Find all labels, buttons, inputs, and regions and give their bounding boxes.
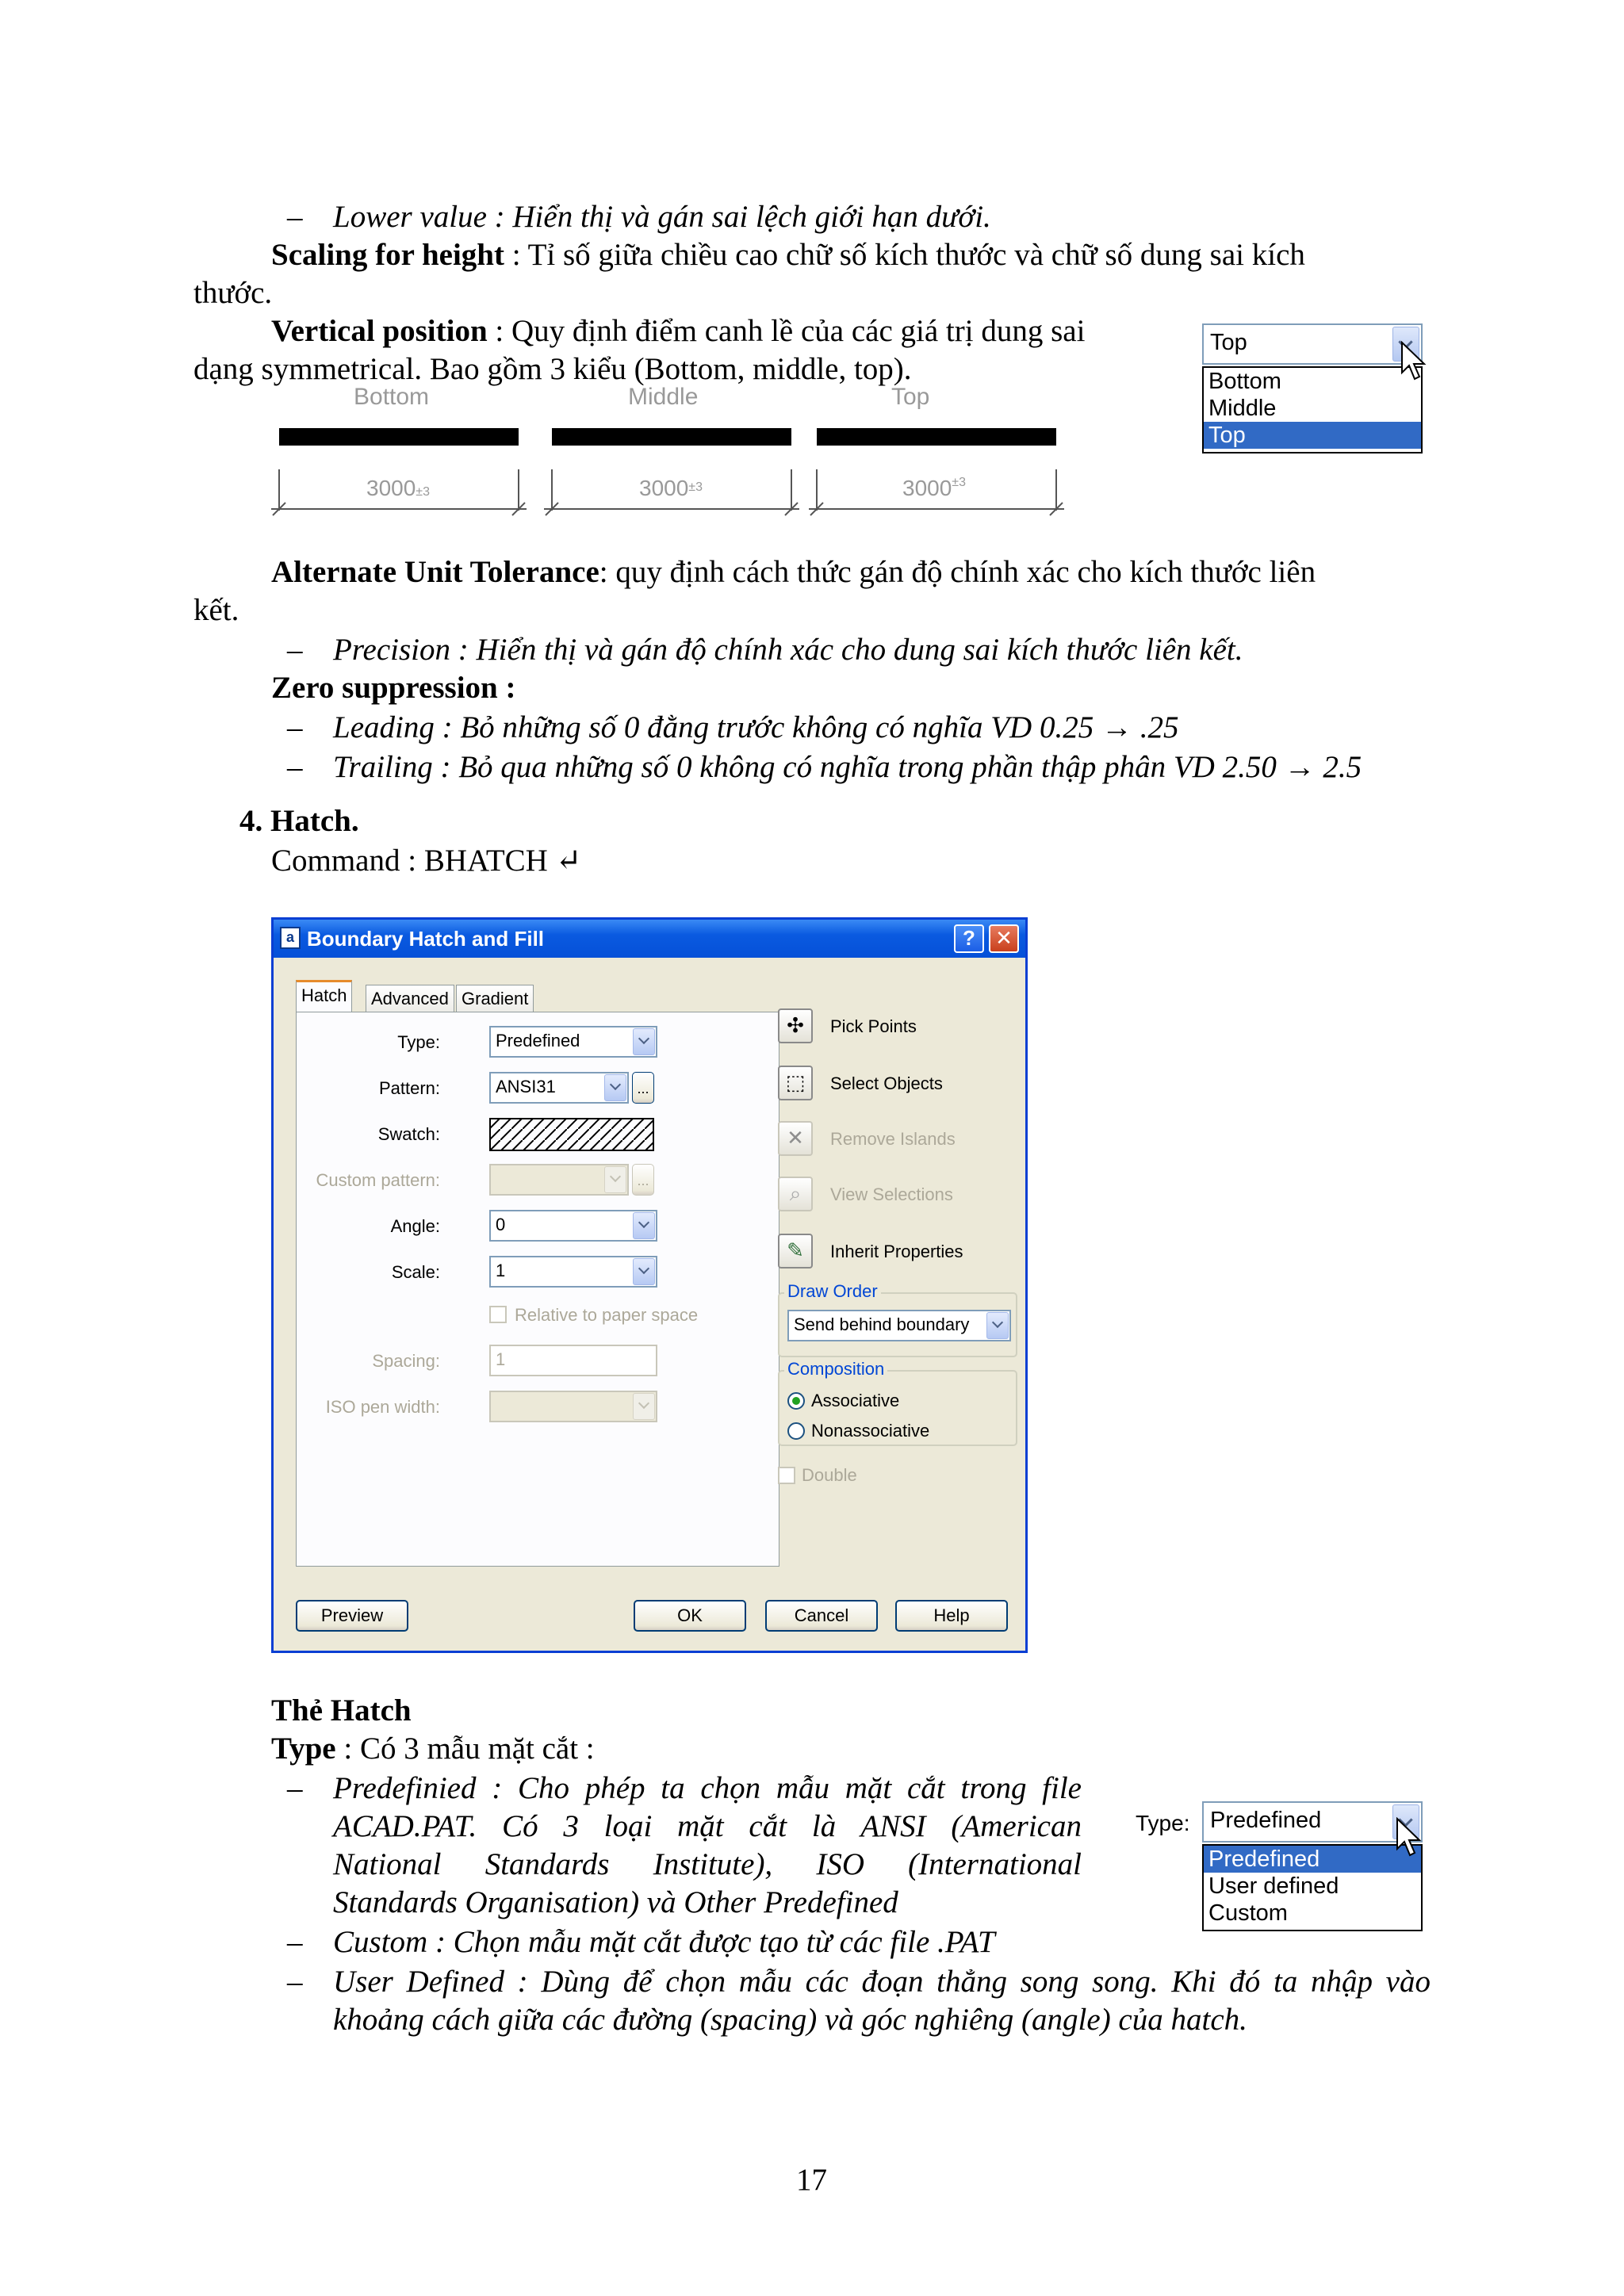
- lower-value-text: Lower value : Hiển thị và gán sai lệch giới hạn dưới.: [333, 200, 991, 234]
- nonassociative-label[interactable]: Nonassociative: [811, 1421, 930, 1441]
- ok-button[interactable]: OK: [634, 1600, 746, 1632]
- boundary-hatch-dialog: [271, 917, 1028, 1653]
- dialog-title: Boundary Hatch and Fill: [307, 927, 545, 951]
- dim-number: 3000: [366, 476, 416, 500]
- dim-number: 3000: [639, 476, 689, 500]
- custom-pattern-label: Custom pattern:: [316, 1170, 440, 1190]
- custom-text: Custom : Chọn mẫu mặt cắt được tạo từ các file .PAT: [333, 1925, 995, 1959]
- remove-islands-icon[interactable]: ✕: [778, 1121, 813, 1156]
- command-text: Command : BHATCH ↵: [271, 844, 582, 878]
- scale-select[interactable]: [489, 1256, 657, 1288]
- tab-advanced[interactable]: Advanced: [366, 985, 454, 1013]
- precision-text: Precision : Hiển thị và gán độ chính xác cho dung sai kích thước liên kết.: [333, 633, 1243, 667]
- user-defined-text-2: khoảng cách giữa các đường (spacing) và góc nghiêng (angle) của hatch.: [333, 2003, 1247, 2037]
- draw-order-label: Draw Order: [784, 1281, 881, 1302]
- chevron-down-icon[interactable]: [986, 1312, 1009, 1339]
- dim-tolerance: ±3: [952, 476, 966, 489]
- vpos-option[interactable]: Bottom: [1208, 369, 1281, 394]
- view-selections-label[interactable]: View Selections: [830, 1184, 953, 1204]
- preview-button[interactable]: Preview: [296, 1600, 408, 1632]
- chevron-down-icon[interactable]: [633, 1028, 655, 1055]
- pattern-select[interactable]: [489, 1072, 629, 1104]
- bullet-dash: –: [287, 1965, 303, 1999]
- predefined-text-1: Predefinied : Cho phép ta chọn mẫu mặt cắt trong file: [333, 1771, 1082, 1805]
- bullet-dash: –: [287, 1771, 303, 1805]
- scale-label: Scale:: [391, 1262, 440, 1282]
- swatch-label: Swatch:: [377, 1124, 440, 1144]
- hatch-heading: 4. Hatch.: [239, 804, 359, 838]
- scaling-cont: thước.: [193, 276, 273, 310]
- remove-islands-label[interactable]: Remove Islands: [830, 1129, 956, 1149]
- vpos-combo-value: Top: [1210, 330, 1247, 355]
- alt-unit-cont: kết.: [193, 593, 239, 627]
- spacing-input[interactable]: [489, 1345, 657, 1376]
- app-icon: a: [280, 927, 301, 949]
- spacing-input-value: 1: [496, 1349, 506, 1369]
- associative-label[interactable]: Associative: [811, 1391, 900, 1410]
- vertical-paragraph: [271, 312, 1085, 350]
- dim-value: [639, 476, 703, 501]
- cancel-button[interactable]: Cancel: [765, 1600, 878, 1632]
- vertical-desc: : Quy định điểm canh lề của các giá trị dung sai: [487, 314, 1086, 348]
- bullet-dash: –: [287, 750, 303, 784]
- relative-paper-label: Relative to paper space: [515, 1305, 699, 1325]
- double-checkbox[interactable]: [778, 1467, 795, 1484]
- double-label[interactable]: Double: [802, 1465, 857, 1485]
- help-button[interactable]: Help: [895, 1600, 1008, 1632]
- type-option-selected[interactable]: Predefined: [1204, 1846, 1421, 1873]
- predefined-text-4: Standards Organisation) và Other Predefined: [333, 1885, 898, 1919]
- scaling-desc: : Tỉ số giữa chiều cao chữ số kích thước và chữ số dung sai kích: [504, 238, 1305, 272]
- composition-label: Composition: [784, 1359, 887, 1380]
- inherit-properties-icon[interactable]: ✎: [778, 1234, 813, 1269]
- alt-unit-paragraph: [271, 553, 1316, 591]
- scaling-term: Scaling for height: [271, 238, 504, 272]
- alt-unit-desc: : quy định cách thức gán độ chính xác cho kích thước liên: [599, 555, 1316, 589]
- chevron-down-icon[interactable]: [633, 1258, 655, 1285]
- alt-unit-term: Alternate Unit Tolerance: [271, 555, 599, 589]
- vertical-term: Vertical position: [271, 314, 488, 348]
- tab-gradient[interactable]: Gradient: [456, 985, 534, 1013]
- dim-tolerance: ±3: [416, 485, 430, 499]
- type-options-list: [1202, 1844, 1423, 1931]
- dim-tolerance: ±3: [688, 480, 703, 494]
- draw-order-value: Send behind boundary: [794, 1314, 970, 1334]
- dimension-lines-drawing: [266, 420, 1075, 519]
- bullet-dash: –: [287, 1925, 303, 1959]
- vertical-cont: dạng symmetrical. Bao gồm 3 kiểu (Bottom, middle, top).: [193, 352, 912, 386]
- vpos-option[interactable]: Middle: [1208, 396, 1277, 421]
- angle-select-value: 0: [496, 1215, 506, 1234]
- dim-figure-label: Bottom: [354, 384, 430, 410]
- scale-select-value: 1: [496, 1261, 506, 1280]
- type-option[interactable]: Custom: [1208, 1900, 1288, 1926]
- type-combo[interactable]: [1202, 1801, 1423, 1843]
- pattern-label: Pattern:: [378, 1078, 440, 1098]
- select-objects-label[interactable]: Select Objects: [830, 1073, 943, 1093]
- pattern-select-value: ANSI31: [496, 1077, 556, 1096]
- pattern-browse-button[interactable]: ...: [632, 1072, 654, 1104]
- trailing-text: Trailing : Bỏ qua những số 0 không có nghĩa trong phần thập phân VD 2.50 → 2.5: [333, 750, 1362, 784]
- iso-pen-select[interactable]: [489, 1391, 657, 1422]
- page-number: 17: [796, 2163, 827, 2197]
- user-defined-text-1: User Defined : Dùng để chọn mẫu các đoạn thẳng song song. Khi đó ta nhập vào: [333, 1965, 1431, 1999]
- dim-value: [902, 476, 966, 501]
- iso-pen-label: ISO pen width:: [325, 1397, 440, 1417]
- chevron-down-icon[interactable]: [604, 1074, 626, 1101]
- type-label: Type:: [397, 1032, 440, 1052]
- select-objects-icon[interactable]: ⬚: [778, 1066, 813, 1100]
- dim-figure-label: Top: [891, 384, 930, 410]
- bullet-dash: –: [287, 710, 303, 744]
- predefined-text-3: National Standards Institute), ISO (International: [333, 1847, 1082, 1881]
- vpos-option-selected[interactable]: Top: [1204, 422, 1421, 449]
- type-paragraph: [271, 1730, 595, 1768]
- chevron-down-icon[interactable]: [633, 1212, 655, 1239]
- chevron-down-icon: [633, 1393, 655, 1420]
- custom-pattern-browse-button[interactable]: ...: [632, 1164, 654, 1196]
- inherit-properties-label[interactable]: Inherit Properties: [830, 1242, 963, 1261]
- custom-pattern-select[interactable]: [489, 1164, 629, 1196]
- pick-points-icon[interactable]: ✣: [778, 1008, 813, 1043]
- dim-number: 3000: [902, 476, 952, 500]
- dim-value: [366, 476, 430, 501]
- the-hatch-heading: Thẻ Hatch: [271, 1693, 412, 1728]
- mouse-cursor-icon: [1400, 341, 1432, 388]
- angle-select[interactable]: [489, 1210, 657, 1242]
- view-selections-icon[interactable]: ⌕: [778, 1177, 813, 1211]
- vpos-options-list: [1202, 366, 1423, 453]
- close-icon[interactable]: ✕: [989, 924, 1019, 953]
- zero-suppression-heading: Zero suppression :: [271, 671, 516, 705]
- type-select-value: Predefined: [496, 1031, 580, 1050]
- spacing-label: Spacing:: [372, 1351, 440, 1371]
- type-combo-value: Predefined: [1210, 1808, 1322, 1833]
- angle-label: Angle:: [390, 1216, 440, 1236]
- help-titlebar-button[interactable]: ?: [954, 924, 984, 953]
- relative-paper-checkbox[interactable]: [489, 1306, 507, 1323]
- dialog-titlebar[interactable]: [274, 920, 1025, 958]
- chevron-down-icon: [604, 1166, 626, 1193]
- bullet-dash: –: [287, 633, 303, 667]
- type-select[interactable]: [489, 1026, 657, 1058]
- nonassociative-radio[interactable]: [787, 1422, 805, 1440]
- pick-points-label[interactable]: Pick Points: [830, 1016, 917, 1036]
- leading-text: Leading : Bỏ những số 0 đằng trước không có nghĩa VD 0.25 → .25: [333, 710, 1179, 744]
- predefined-text-2: ACAD.PAT. Có 3 loại mặt cắt là ANSI (American: [333, 1809, 1082, 1843]
- mouse-cursor-icon: [1396, 1817, 1427, 1865]
- swatch-preview[interactable]: [489, 1118, 656, 1153]
- type-option[interactable]: User defined: [1208, 1873, 1339, 1899]
- draw-order-select[interactable]: [787, 1310, 1011, 1341]
- type-term: Type: [271, 1732, 336, 1766]
- vpos-combo[interactable]: [1202, 323, 1423, 365]
- scaling-paragraph: [271, 236, 1305, 274]
- tab-hatch[interactable]: Hatch: [296, 980, 352, 1013]
- bullet-dash: –: [287, 200, 303, 234]
- associative-radio[interactable]: [787, 1392, 805, 1410]
- dim-figure-label: Middle: [628, 384, 699, 410]
- type-dropdown-label: Type:: [1136, 1811, 1190, 1835]
- type-desc: : Có 3 mẫu mặt cắt :: [335, 1732, 595, 1766]
